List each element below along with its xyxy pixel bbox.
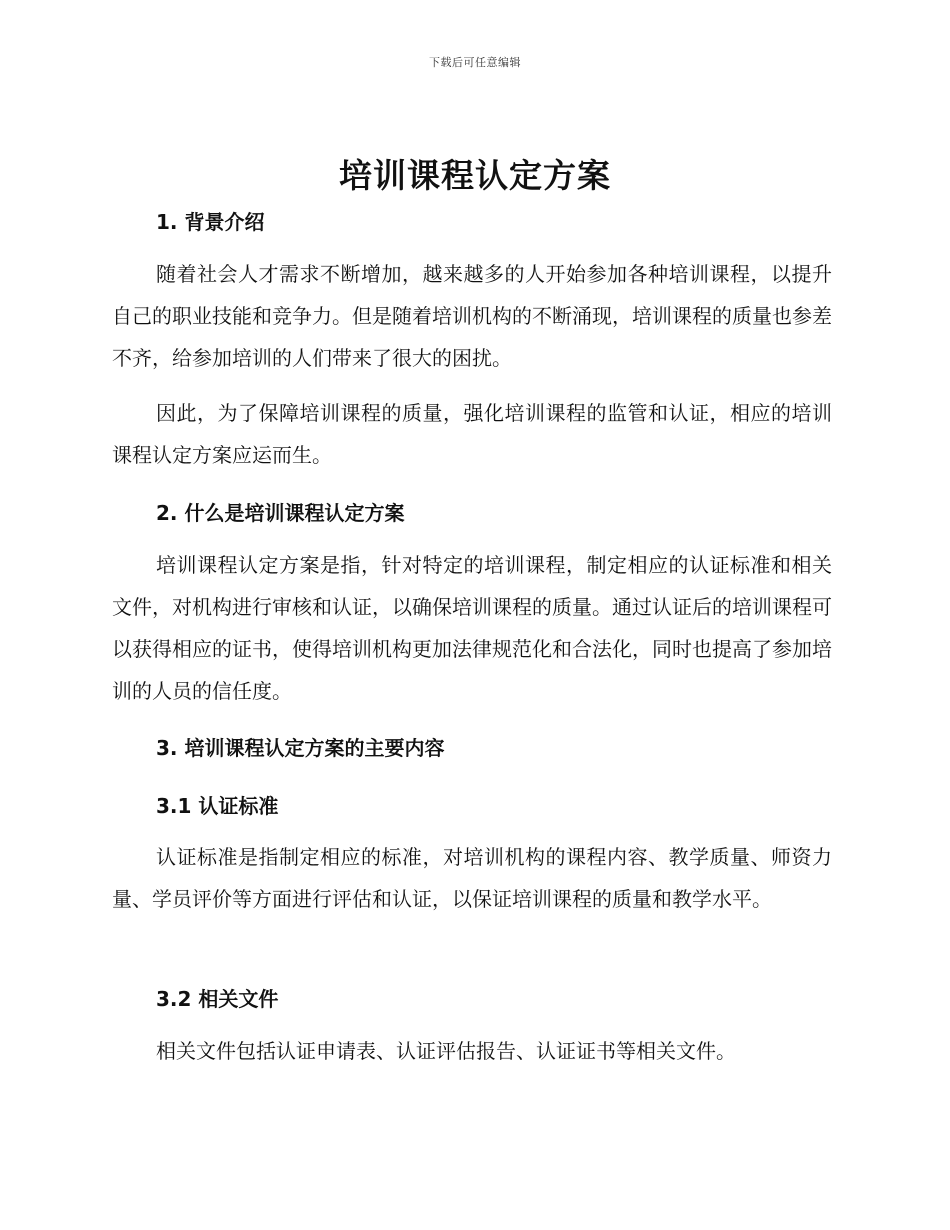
- document-title: 培训课程认定方案: [339, 156, 611, 195]
- section-heading-main-content: 3. 培训课程认定方案的主要内容: [156, 736, 445, 760]
- paragraph-cert-standard: 认证标准是指制定相应的标准，对培训机构的课程内容、教学质量、师资力量、学员评价等方面进行评估和认证，以保证培训课程的质量和教学水平。: [112, 845, 832, 911]
- page-header: 下载后可任意编辑: [429, 56, 521, 69]
- paragraph-background-1: 随着社会人才需求不断增加，越来越多的人开始参加各种培训课程，以提升自己的职业技能和竞争力。但是随着培训机构的不断涌现，培训课程的质量也参差不齐，给参加培训的人们带来了很大的困扰。: [112, 262, 832, 370]
- section-heading-related-docs: 3.2 相关文件: [156, 987, 279, 1011]
- section-heading-cert-standard: 3.1 认证标准: [156, 794, 279, 818]
- paragraph-what-is: 培训课程认定方案是指，针对特定的培训课程，制定相应的认证标准和相关文件，对机构进行审核和认证，以确保培训课程的质量。通过认证后的培训课程可以获得相应的证书，使得培训机构更加法律规范化和合法化，同时也提高了参加培训的人员的信任度。: [112, 553, 832, 703]
- section-heading-background: 1. 背景介绍: [156, 210, 265, 234]
- paragraph-background-2: 因此，为了保障培训课程的质量，强化培训课程的监管和认证，相应的培训课程认定方案应运而生。: [112, 401, 832, 467]
- paragraph-related-docs: 相关文件包括认证申请表、认证评估报告、认证证书等相关文件。: [156, 1039, 736, 1063]
- section-heading-what-is: 2. 什么是培训课程认定方案: [156, 501, 405, 525]
